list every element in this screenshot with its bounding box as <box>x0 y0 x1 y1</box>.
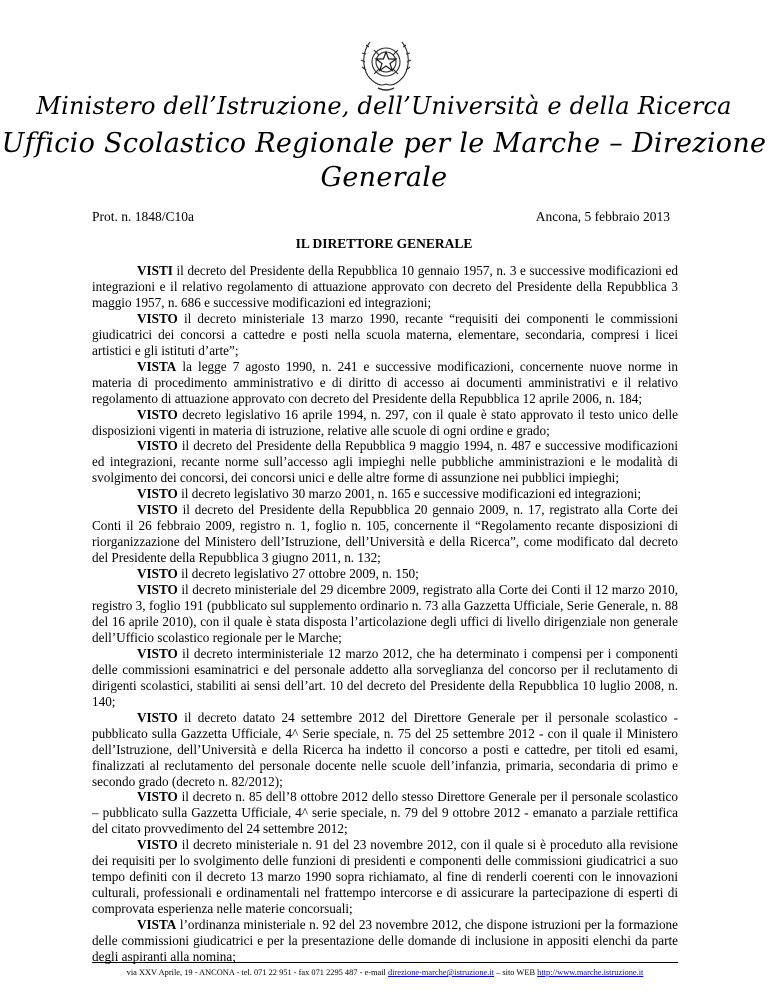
website-link[interactable]: http://www.marche.istruzione.it <box>537 968 644 977</box>
italian-republic-emblem <box>358 32 414 96</box>
footer-divider <box>92 962 678 963</box>
document-body <box>92 263 678 965</box>
paragraph: VISTO il decreto legislativo 27 ottobre 2009, n. 150; <box>137 566 419 582</box>
place-date: Ancona, 5 febbraio 2013 <box>535 209 670 224</box>
paragraph: VISTO il decreto datato 24 settembre 2012 del Direttore Generale per il personale scolastico - pubblicato sulla Gazzetta Ufficiale, 4^ Serie speciale, n. 75 del 25 settembre 2012 - con il quale il Ministero dell’Istruzione, dell’Università e della Ricerca ha indetto il concorso a posti e cattedre, per titoli ed esami, finalizzati al reclutamento del personale docente nelle scuole dell’infanzia, primaria, secondaria di primo e secondo grado (decreto n. 82/2012); <box>92 709 678 789</box>
paragraph: VISTO il decreto n. 85 dell’8 ottobre 2012 dello stesso Direttore Generale per il personale scolastico – pubblicato sulla Gazzetta Ufficiale, 4^ serie speciale, n. 79 del 9 ottobre 2012 - emanato a parziale rettifica del citato provvedimento del 24 settembre 2012; <box>92 789 678 837</box>
paragraph: VISTA la legge 7 agosto 1990, n. 241 e successive modificazioni, concernente nuove norme in materia di procedimento amministrativo e di diritto di accesso ai documenti amministrativi e il relativo regolamento di attuazione approvato con decreto del Presidente della Repubblica 12 aprile 2006, n. 184; <box>92 358 678 406</box>
paragraph: VISTO il decreto ministeriale 13 marzo 1990, recante “requisiti dei componenti le commissioni giudicatrici dei concorsi a cattedre e posti nella scuola materna, elementare, secondaria, compresi i licei artistici e gli istituti d’arte”; <box>92 310 678 358</box>
paragraph: VISTO decreto legislativo 16 aprile 1994, n. 297, con il quale è stato approvato il testo unico delle disposizioni vigenti in materia di istruzione, relative alle scuole di ogni ordine e grado; <box>92 406 678 438</box>
paragraph: VISTO il decreto interministeriale 12 marzo 2012, che ha determinato i compensi per i componenti delle commissioni esaminatrici e del personale addetto alla sorveglianza del concorso per il reclutamento di dirigenti scolastici, stabiliti ai sensi dell’art. 10 del decreto del Presidente della Repubblica 10 luglio 2008, n. 140; <box>92 645 678 709</box>
document-title: IL DIRETTORE GENERALE <box>295 236 473 251</box>
footer <box>92 967 678 978</box>
office-heading: Ufficio Scolastico Regionale per le Marche – Direzione Generale <box>1 128 767 193</box>
paragraph: VISTO il decreto ministeriale del 29 dicembre 2009, registrato alla Corte dei Conti il 12 marzo 2010, registro 3, foglio 191 (pubblicato sul supplemento ordinario n. 73 alla Gazzetta Ufficiale, Serie Generale, n. 88 del 16 aprile 2010), con il quale è stata disposta l’articolazione degli uffici di livello dirigenziale non generale dell’Ufficio scolastico regionale per le Marche; <box>92 582 678 645</box>
paragraph: VISTA l’ordinanza ministeriale n. 92 del 23 novembre 2012, che dispone istruzioni per la formazione delle commissioni giudicatrici e per la presentazione delle domande di inclusione in appositi elenchi da parte degli aspiranti alla nomina; <box>92 917 678 964</box>
email-link[interactable]: direzione-marche@istruzione.it <box>387 968 495 977</box>
footer-separator: – sito WEB <box>494 968 538 977</box>
paragraph: VISTO il decreto legislativo 30 marzo 2001, n. 165 e successive modificazioni ed integrazioni; <box>137 486 642 502</box>
paragraph: VISTO il decreto ministeriale n. 91 del 23 novembre 2012, con il quale si è proceduto alla revisione dei requisiti per lo svolgimento delle funzioni di presidenti e componenti delle commissioni giudicatrici a suo tempo definiti con il decreto 13 marzo 1990 sopra richiamato, al fine di renderli coerenti con le innovazioni culturali, professionali e ordinamentali nel frattempo intercorse e di assicurare la partecipazione di esperti di comprovata esperienza nelle materie concorsuali; <box>92 837 678 917</box>
footer-address: via XXV Aprile, 19 - ANCONA - tel. 071 22 951 - fax 071 2295 487 - e-mail <box>126 968 388 977</box>
ministry-heading: Ministero dell’Istruzione, dell’Università e della Ricerca <box>36 92 732 120</box>
paragraph: VISTO il decreto del Presidente della Repubblica 9 maggio 1994, n. 487 e successive modificazioni ed integrazioni, recante norme sull’accesso agli impieghi nelle pubbliche amministrazioni e le modalità di svolgimento dei concorsi, dei concorsi unici e delle altre forme di assunzione nei pubblici impieghi; <box>92 438 678 486</box>
paragraph: VISTI il decreto del Presidente della Repubblica 10 gennaio 1957, n. 3 e successive modificazioni ed integrazioni e il relativo regolamento di attuazione approvato con decreto del Presidente della Repubblica 3 maggio 1957, n. 686 e successive modificazioni ed integrazioni; <box>92 263 678 310</box>
protocol-number: Prot. n. 1848/C10a <box>92 209 195 224</box>
paragraph: VISTO il decreto del Presidente della Repubblica 20 gennaio 2009, n. 17, registrato alla Corte dei Conti il 26 febbraio 2009, registro n. 1, foglio n. 105, concernente il “Regolamento recante disposizioni di riorganizzazione del Ministero dell’Istruzione, dell’Università e della Ricerca”, come modificato dal decreto del Presidente della Repubblica 3 giugno 2011, n. 132; <box>92 502 678 566</box>
